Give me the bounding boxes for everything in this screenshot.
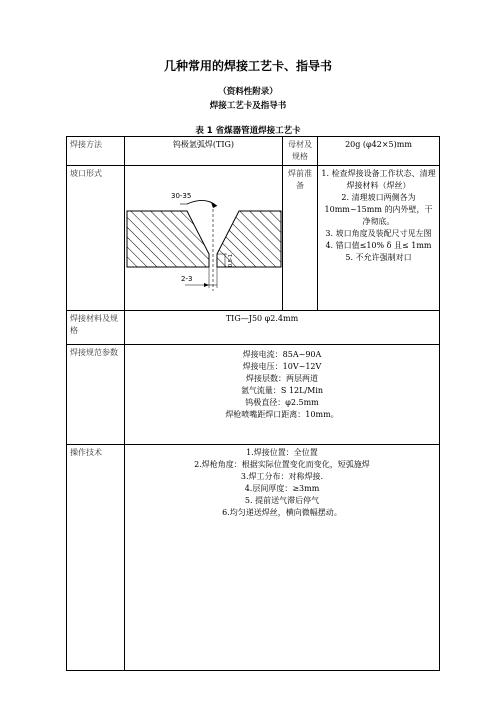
row-consumable bbox=[67, 311, 440, 345]
prep-item: 2. 清理坡口两侧各为 10mm~15mm 的内外壁，干净彻底。 bbox=[324, 193, 433, 226]
prep-item: 4. 错口值≤10% δ 且≤ 1mm bbox=[325, 241, 432, 250]
prep-item: 1. 检查焊接设备工作状态、清理焊接材料（焊丝） bbox=[321, 169, 436, 190]
param-item: 焊接层数：两层两道 bbox=[246, 374, 318, 383]
groove-diagram-cell bbox=[125, 166, 283, 311]
left-plate bbox=[127, 211, 209, 267]
document-title: 几种常用的焊接工艺卡、指导书 bbox=[163, 59, 332, 73]
root-face-label: 0.5-1 bbox=[228, 254, 234, 267]
row-params bbox=[67, 345, 440, 445]
prep-label: 焊前准备 bbox=[283, 166, 318, 311]
material-label: 母材及规格 bbox=[283, 137, 318, 166]
gap-label: 2-3 bbox=[181, 275, 193, 283]
angle-label: 30-35 bbox=[171, 192, 192, 200]
table-caption: 表 1 省煤器管道焊接工艺卡 bbox=[195, 126, 301, 136]
row-technique bbox=[67, 445, 440, 671]
groove-label: 坡口形式 bbox=[67, 166, 125, 311]
gap-arrow bbox=[204, 283, 209, 287]
consumable-label: 焊接材料及规格 bbox=[67, 311, 125, 345]
welding-procedure-table bbox=[66, 136, 440, 671]
technique-step: 6.均匀递送焊丝，横向微幅摆动。 bbox=[222, 508, 342, 517]
material-value: 20g (φ42×5)mm bbox=[318, 137, 440, 166]
right-plate bbox=[217, 211, 281, 267]
groove-diagram bbox=[125, 166, 283, 306]
technique-step: 4.层间厚度：≥3mm bbox=[244, 484, 320, 493]
technique-label: 操作技术 bbox=[67, 445, 125, 671]
param-item: 钨极直径：φ2.5mm bbox=[245, 398, 319, 407]
prep-list bbox=[318, 166, 440, 311]
method-label: 焊接方法 bbox=[67, 137, 125, 166]
param-item: 焊接电压：10V~12V bbox=[242, 362, 322, 371]
appendix-note: （资料性附录） bbox=[218, 87, 278, 97]
document-subtitle: 焊接工艺卡及指导书 bbox=[209, 101, 287, 111]
row-groove bbox=[67, 166, 440, 311]
prep-item: 5. 不允许强制对口 bbox=[345, 253, 412, 262]
technique-step: 5. 提前送气滞后停气 bbox=[244, 496, 320, 505]
param-item: 焊枪喷嘴距焊口距离：10mm。 bbox=[225, 410, 339, 419]
row-method bbox=[67, 137, 440, 166]
technique-list bbox=[125, 445, 440, 671]
technique-step: 3.焊工分布：对称焊接. bbox=[240, 472, 324, 481]
consumable-value: TIG—J50 φ2.4mm bbox=[125, 311, 440, 345]
technique-step: 1.焊接位置：全位置 bbox=[246, 448, 318, 457]
param-item: 氩气流量：S 12L/Min bbox=[240, 386, 324, 395]
method-value: 钨极氩弧焊(TIG) bbox=[125, 137, 283, 166]
params-label: 焊接规范参数 bbox=[67, 345, 125, 445]
technique-step: 2.焊枪角度：根据实际位置变化而变化，短弧施焊 bbox=[194, 460, 370, 469]
params-list bbox=[125, 345, 440, 445]
param-item: 焊接电流：85A~90A bbox=[242, 350, 322, 359]
prep-item: 3. 坡口角度及装配尺寸见左图 bbox=[325, 229, 432, 238]
